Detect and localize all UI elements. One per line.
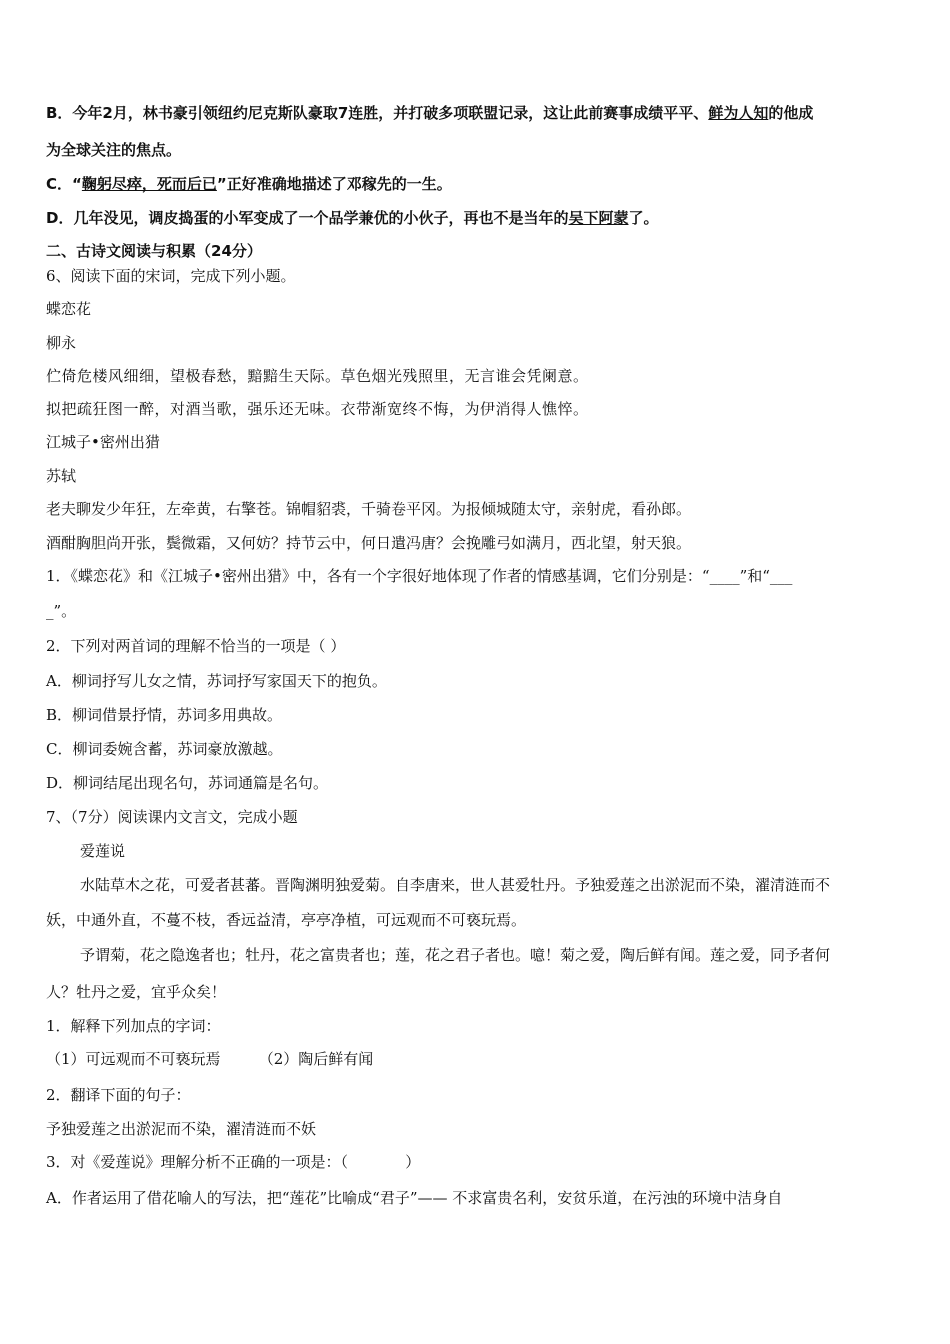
poem1-line1: 伫倚危楼风细细，望极春愁，黯黯生天际。草色烟光残照里，无言谁会凭阑意。 — [46, 367, 589, 385]
q7-sub1-items: （1）可远观而不可亵玩焉 （2）陶后鲜有闻 — [46, 1050, 374, 1068]
poem1-author: 柳永 — [46, 334, 77, 352]
q5-option-b-line2: 为全球关注的焦点。 — [46, 141, 182, 159]
q6-sub1-line2: _”。 — [46, 602, 77, 620]
q7-paragraph1-line1: 水陆草木之花，可爱者甚蕃。晋陶渊明独爱菊。自李唐来，世人甚爱牡丹。予独爱莲之出淤泥而不染，濯清涟而不 — [80, 876, 831, 894]
section-2-title: 二、古诗文阅读与积累（24分） — [46, 242, 262, 260]
q5-option-c — [46, 174, 910, 194]
q7-intro: 7、（7分）阅读课内文言文，完成小题 — [46, 808, 298, 826]
q5-option-d-text-end: 了。 — [628, 209, 659, 227]
q7-sub2-sentence: 予独爱莲之出淤泥而不染，濯清涟而不妖 — [46, 1120, 317, 1138]
q7-sub3-option-a: A．作者运用了借花喻人的写法，把“莲花”比喻成“君子”—— 不求富贵名利，安贫乐道，在污浊的环境中洁身自 — [46, 1189, 783, 1207]
q7-sub2: 2．翻译下面的句子： — [46, 1086, 191, 1104]
poem2-title: 江城子•密州出猎 — [46, 433, 160, 451]
q6-option-b: B．柳词借景抒情，苏词多用典故。 — [46, 706, 283, 724]
q6-option-c: C．柳词委婉含蓄，苏词豪放激越。 — [46, 740, 283, 758]
q6-option-d: D．柳词结尾出现名句，苏词通篇是名句。 — [46, 774, 329, 792]
q6-intro: 6、阅读下面的宋词，完成下列小题。 — [46, 267, 296, 285]
q6-option-a: A．柳词抒写儿女之情，苏词抒写家国天下的抱负。 — [46, 672, 387, 690]
q7-sub3: 3．对《爱莲说》理解分析不正确的一项是：（ ） — [46, 1153, 421, 1171]
q5-option-c-text: C．“ — [46, 175, 82, 193]
q5-option-c-text-end: ”正好准确地描述了邓稼先的一生。 — [216, 175, 452, 193]
q6-sub2: 2．下列对两首词的理解不恰当的一项是（ ） — [46, 637, 346, 655]
q5-option-d-text: D．几年没见，调皮捣蛋的小军变成了一个品学兼优的小伙子，再也不是当年的 — [46, 209, 569, 227]
q7-paragraph1-line2: 妖，中通外直，不蔓不枝，香远益清，亭亭净植，可远观而不可亵玩焉。 — [46, 911, 527, 929]
poem2-line1: 老夫聊发少年狂，左牵黄，右擎苍。锦帽貂裘，千骑卷平冈。为报倾城随太守，亲射虎，看孙郎。 — [46, 500, 692, 518]
poem2-author: 苏轼 — [46, 467, 77, 485]
q5-option-d — [46, 208, 910, 228]
q5-option-c-underlined: 鞠躬尽瘁，死而后已 — [81, 175, 217, 193]
q7-paragraph2-line2: 人？牡丹之爱，宜乎众矣！ — [46, 983, 227, 1001]
poem1-line2: 拟把疏狂图一醉，对酒当歌，强乐还无味。衣带渐宽终不悔，为伊消得人憔悴。 — [46, 400, 589, 418]
q5-option-b-text: B．今年2月，林书豪引领纽约尼克斯队豪取7连胜，并打破多项联盟记录，这让此前赛事成绩平平、 — [46, 104, 709, 122]
q6-sub1-line1: 1．《蝶恋花》和《江城子•密州出猎》中，各有一个字很好地体现了作者的情感基调，它们分别是：“____”和“___ — [46, 567, 793, 585]
q7-paragraph2-line1: 予谓菊，花之隐逸者也；牡丹，花之富贵者也；莲，花之君子者也。噫！菊之爱，陶后鲜有闻。莲之爱，同予者何 — [80, 946, 831, 964]
q7-essay-title: 爱莲说 — [80, 842, 126, 860]
q5-option-b-line1 — [46, 103, 910, 123]
q5-option-d-underlined: 吴下阿蒙 — [568, 209, 629, 227]
q5-option-b-text-end: 的他成 — [768, 104, 814, 122]
poem2-line2: 酒酣胸胆尚开张，鬓微霜，又何妨？持节云中，何日遣冯唐？会挽雕弓如满月，西北望，射天狼。 — [46, 534, 692, 552]
poem1-title: 蝶恋花 — [46, 300, 92, 318]
q5-option-b-underlined: 鲜为人知 — [708, 104, 769, 122]
q7-sub1: 1．解释下列加点的字词： — [46, 1017, 221, 1035]
